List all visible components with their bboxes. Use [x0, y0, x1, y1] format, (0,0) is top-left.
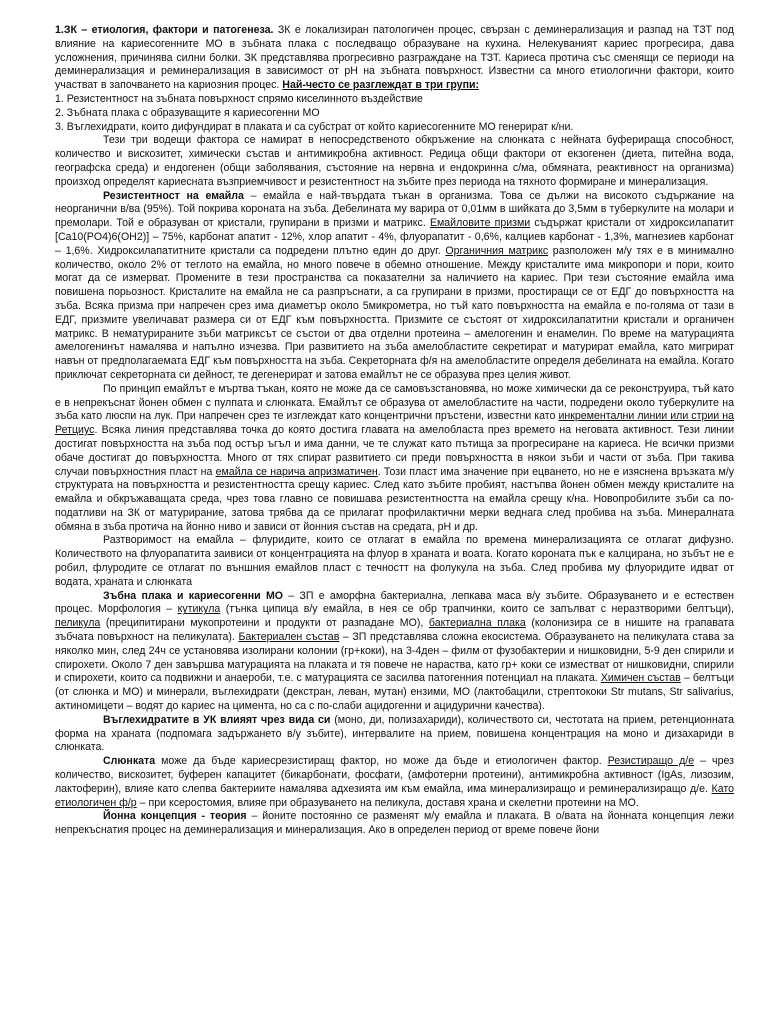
main-heading: 1.ЗК – етиология, фактори и патогенеза.: [55, 24, 274, 36]
plaque-text-4: (колонизира се в нишите на грапавата зъбчата повърхност на пеликулата).: [55, 617, 735, 644]
saliva-text-2: – чрез количество, вискозитет, буферен капацитет (бикарбонати, фосфати, (амфотерни протеини), антимикробна активност (IgAs, лизозим, лактоферин), влияе като слепва бактериите намалява адхезията им към емайла, има минерализиращо и реминерализиращо д/е.: [55, 755, 734, 795]
enamel-heading: Резистентност на емайла: [103, 189, 244, 202]
ion-concept-text: – йоните постоянно се разменят м/у емайла и плаката. В о/вата на йонната концепция лежи непрекъснатия процес на деминерализация и минерализация. Ако в определен период от време повече йони: [55, 810, 734, 837]
aprismatic-label: емайла се нарича апризматичен: [215, 465, 378, 478]
carbohydrates-heading: Въглехидратите в УК влияят чрез вида си: [103, 713, 331, 726]
saliva-paragraph: [55, 755, 734, 810]
dead-tissue-text-3: . Този пласт има значение при ецването, но не е изяснена връзката м/у структурата на повърхността и резистентността срещу кариес. След като зъбите пробият, настъпва йонен обмен между кристалите на емайла и обкръжаващата среда, чрез това главно се повишава резистентността на емайла срещу к/на. Новопробилите зъби са по-податливи на ЗК от матурирание, затова трябва да се прилагат профилактични мерки веднага след пробива на зъба. Минералната обмяна в зъба протича на йонно ниво и зависи от йонния състав на средата, pH и др.: [55, 465, 734, 533]
retzius-lines-label: инкрементални линии или стрии на Ретциус: [55, 410, 734, 437]
enamel-paragraph: [55, 190, 734, 383]
saliva-text-1: може да бъде кариесрезистиращ фактор, но може да бъде и етиологичен фактор.: [155, 755, 608, 768]
plaque-text-6: – белтъци (от слюнка и МО) и минерали, въглехидрати (декстран, леван, мутан) ензими, МО (лактобацили, стрептококи Str mutans, Str salivarius, актиномицети – водят до кариес на цимента, но са с по-слаби ацидогенни и ацидурични качества).: [55, 672, 734, 713]
saliva-text-3: – при ксеростомия, влияе при образуването на пеликула, доставя храна и скелетни протеини на МО.: [136, 796, 639, 809]
group-item-3: 3. Въглехидрати, които дифундират в плаката и са субстрат от който кариесогенните МО генерират к/ни.: [55, 120, 574, 133]
resisting-effect-label: Резистиращо д/е: [607, 755, 695, 768]
ion-concept-paragraph: [55, 810, 734, 838]
organic-matrix-label: Органичния матрикс: [445, 244, 549, 257]
group-item-1: 1. Резистентност на зъбната повърхност спрямо киселинното въздействие: [55, 92, 423, 105]
solubility-paragraph: Разтворимост на емайла – флуридите, които се отлагат в емайла по времена минерализацията се отлагат дифузно. Количеството на флуорапатита заивиси от концентрацията на флуор в храната и воата. Когато короната пък е калцирана, но зъбът не е робил, флуродите се отлагат по външния емайлов пласт с течностт на фолукула на зъба. След пробива му флуоридите идват от водата, храната и слюнката: [55, 534, 734, 588]
ion-concept-heading: Йонна концепция - теория: [103, 810, 247, 823]
saliva-heading: Слюнката: [103, 755, 156, 768]
bacterial-plaque-label: бактериална плака: [428, 617, 526, 630]
intro-text: ЗК е локализиран патологичен процес, свързан с деминерализация и разпад на ТЗТ под влияние на кариесогенните МО в зъбната плака с последващо образуване на кухина. Нелекуваният кариес прогресира, дава усложнения, причинява силни болки. ЗК представлява прогресивно разграждане на ТЗТ. Кариеса протича със сменящи се периоди на деминерализация и реминерализация в зависимост от pH на зъбната повърхност. Известни са много етиологични фактори, които участват в започването на кариозния процес.: [55, 24, 734, 92]
cuticle-label: кутикула: [177, 603, 221, 616]
group-item-2: 2. Зъбната плака с образуващите я кариесогенни МО: [55, 106, 320, 119]
dead-tissue-text-1: По принцип емайлът е мъртва тъкан, която не може да се самовъзстановява, но може химически да се реконструира, тъй като е в непрекъснат йонен обмен с пулпата и слюнката. Емайлът се образува от амелобластите на части, подредени около туберкулите на зъба като люспи на лук. При напречен срез те изглеждат като концентрични пръстени, известни като: [55, 382, 734, 423]
enamel-text-2: съдържат кристали от хидроксилапатит [Ca10(PO4)6(OH2)] – 75%, карбонат апатит - 12%, хлор апатит - 4%, флуорапатит - 0,6%, калциев карбонат - 1,3%, магнезиев карбонат – 1,6%. Хидроксилапатитните кристали са подредени плътно един до друг.: [55, 217, 734, 257]
plaque-text-5: – ЗП представлява сложна екосистема. Образуването на пеликулата става за няколко мин, след 24ч се установява изолирани колонии (гр+коки), на 3-4ден – филм от фузобактерии и нишковидни, 5-9 ден спирили и спирохети. Около 7 ден завършва матурацията на плаката и тя повече не нараства, като гр+ коки се изместват от нишковидни, спирили и спирохети, които са подвижни и анаероби, т.е. с матурацията се засилва патогенния потенциал на плаката.: [55, 631, 734, 685]
etiologic-factor-label: Като етиологичен ф/р: [55, 782, 734, 809]
carbohydrates-text: (моно, ди, полизахариди), количеството си, честотата на прием, ретенционната форма на храната (подпомага задържането в/у зъбите), интервалите на прием, повишена концентрация на моно и дизахариди в слюнката.: [55, 713, 734, 754]
plaque-text-3: (преципитирани мукопротеини и продукти от разпадане МО),: [100, 617, 429, 630]
enamel-prisms-label: Емайловите призми: [429, 217, 531, 230]
plaque-text-2: (тънка ципица в/у емайла, в нея се обр трапчинки, които се запълват с неразтворими белтъци),: [220, 603, 735, 616]
groups-label: Най-често се разглеждат в три групи:: [282, 79, 480, 92]
three-factors-paragraph: Тези три водещи фактора се намират в непосредственото обкръжение на слюнката с нейната буферираща способност, количество и вискозитет, химически състав и антимикробна активност. Редица общи фактори от екзогенен (диета, питейна вода, географска среда) и ендогенен (общи заболявания, състояние на нервна и ендокринна с/ма, обмяната, реактивност на организма) произход определят кариесната възприемчивост и резистентност на зъбите през периода на тяхното формиране и минерализация.: [55, 134, 734, 188]
plaque-heading: Зъбна плака и кариесогенни МО: [103, 589, 284, 602]
plaque-paragraph: [55, 590, 734, 714]
intro-paragraph: [55, 24, 734, 93]
plaque-text-1: – ЗП е аморфна бактериална, лепкава маса в/у зъбите. Образуването и е естествен процес. Морфология –: [55, 589, 734, 616]
enamel-text-1: – емайла е най-твърдата тъкан в организма. Това се дължи на високото съдържание на неорганични в/ва (95%). Той покрива короната на зъба. Дебелината му варира от 0,01мм в шийката до 3,5мм в туберкулите на молари и премолари. Той е образуван от кристали, групирани в призми и матрикс.: [55, 189, 734, 230]
dead-tissue-text-2: . Всяка линия представлява точка до която достига главата на амелобласта през времето на неговата активност. Тези линии достигат повърхността на зъба под остър ъгъл и има данни, че те служат като пътища за прогресиране на кариеса. Не всички призми обаче достигат до повърхността. Много от тях спират развитието си преди повърхността в някои зъби и части от зъба. При такива случаи повърхностния пласт на: [55, 424, 734, 478]
carbohydrates-paragraph: [55, 714, 734, 755]
bacterial-composition-label: Бактериален състав: [238, 631, 340, 644]
chemical-composition-label: Химичен състав: [600, 672, 681, 685]
enamel-text-3: разположен м/у тях е в минимално количество, около 2% от теглото на емайла, но много повече в обемно отношение. Между кристалите има микропори и пори, които могат да се измерват. Промените в тези пространства са показателни за наличието на кариес. При тези състояние емайла има повишена порьозност. Кристалите на емайла не са разпръснати, а са групирани в призми, простиращи се от ЕДГ до повърхността на зъба. Всяка призма при напречен срез има диаметър около 5микрометра, но тъй като повърхността на емайла е по-голяма от тази в ЕДГ, призмите увеличават размера си от ЕДГ към повърхността. Призмите се състоят от хидроксилапатитни кристали и органичен матрикс. В нематурираните зъби матриксът се състои от два отделни протеина – амелогенин и енамелин. По време на матурацията амелогенинът намалява и напълно изчезва. При развитието на зъба амелобластите секретират и матурират емайла, като мигрират навън от предполагаемата ЕДГ към повърхността на зъба. Секреторната ф/я на амелобластите определя дебелината на емайла. Когато приключат секреторната си дейност, те дегенерират и затова емайлът не се образува през целия живот.: [55, 244, 734, 381]
pellicle-label: пеликула: [55, 617, 101, 630]
dead-tissue-paragraph: [55, 383, 734, 535]
